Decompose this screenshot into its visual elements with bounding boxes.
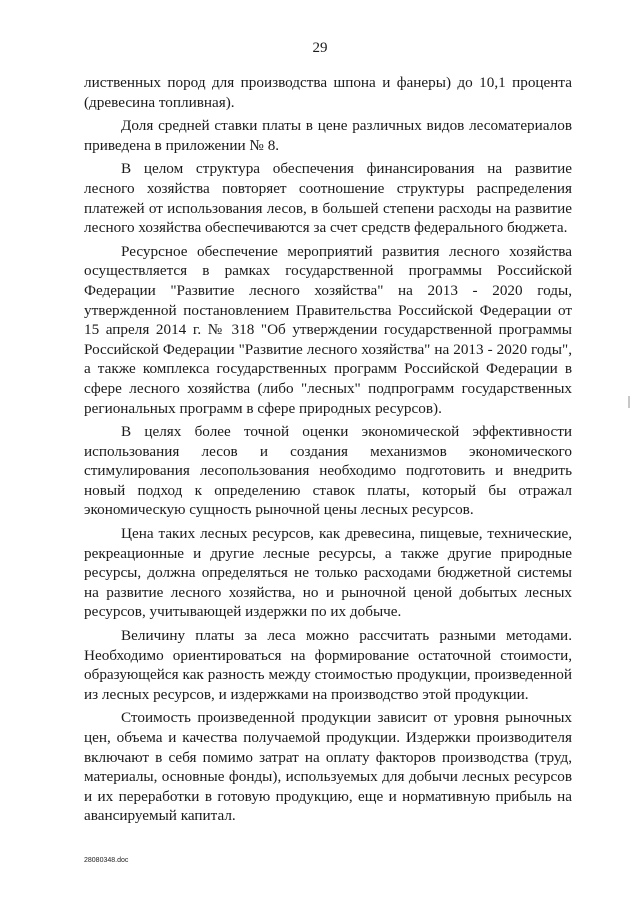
paragraph-continuation: лиственных пород для производства шпона и фанеры) до 10,1 процента (древесина топливная). xyxy=(84,74,572,111)
paragraph: Стоимость произведенной продукции зависит от уровня рыночных цен, объема и качества получаемой продукции. Издержки производителя включают в себя помимо затрат на оплату факторов производства (труд, материалы, основные фонды), используемых для добычи лесных ресурсов и их переработки в готовую продукцию, еще и нормативную прибыль на авансируемый капитал. xyxy=(84,709,572,825)
paragraph: Цена таких лесных ресурсов, как древесина, пищевые, технические, рекреационные и другие лесные ресурсы, а также другие природные ресурсы, должна определяться не только расходами бюджетной системы на развитие лесного хозяйства, но и рыночной ценой добытых лесных ресурсов, учитывающей издержки по их добыче. xyxy=(84,525,572,621)
paragraph: В целом структура обеспечения финансирования на развитие лесного хозяйства повторяет соотношение структуры распределения платежей от использования лесов, в большей степени расходы на развитие лесного хозяйства обеспечиваются за счет средств федерального бюджета. xyxy=(84,160,572,237)
paragraph: В целях более точной оценки экономической эффективности использования лесов и создания механизмов экономического стимулирования лесопользования необходимо подготовить и внедрить новый подход к определению ставок платы, который бы отражал экономическую сущность рыночной цены лесных ресурсов. xyxy=(84,423,572,519)
paragraph: Ресурсное обеспечение мероприятий развития лесного хозяйства осуществляется в рамках государственной программы Российской Федерации "Развитие лесного хозяйства" на 2013 - 2020 годы, утвержденной постановлением Правительства Российской Федерации от 15 апреля 2014 г. № 318 "Об утверждении государственной программы Российской Федерации "Развитие лесного хозяйства" на 2013 - 2020 годы", а также комплекса государственных программ Российской Федерации в сфере лесного хозяйства (либо "лесных" подпрограмм государственных региональных программ в сфере природных ресурсов). xyxy=(84,242,572,417)
scan-margin-mark xyxy=(628,396,630,408)
document-body xyxy=(84,73,572,830)
file-name-footer: 28080348.doc xyxy=(84,857,129,864)
paragraph: Величину платы за леса можно рассчитать разными методами. Необходимо ориентироваться на формирование остаточной стоимости, образующейся как разность между стоимостью продукции, произведенной из лесных ресурсов, и издержками на производство этой продукции. xyxy=(84,627,572,703)
page-number: 29 xyxy=(312,40,328,56)
paragraph: Доля средней ставки платы в цене различных видов лесоматериалов приведена в приложении № 8. xyxy=(84,117,572,154)
